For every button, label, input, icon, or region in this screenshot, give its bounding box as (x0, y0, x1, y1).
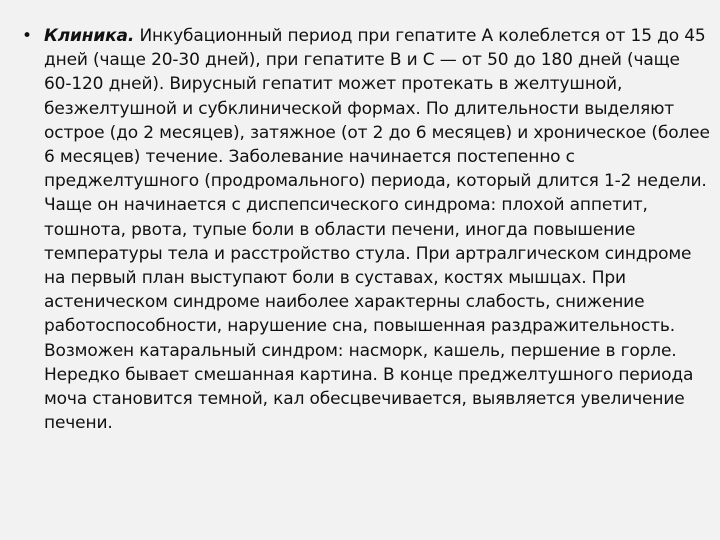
section-lead: Клиника. (44, 26, 135, 46)
paragraph-text (44, 24, 712, 435)
bullet-icon: • (22, 26, 33, 46)
bullet-paragraph (22, 24, 712, 435)
section-body: Инкубационный период при гепатите А колеблется от 15 до 45 дней (чаще 20-30 дней), при гепатите В и С — от 50 до 180 дней (чаще 60-120 дней). Вирусный гепатит может протекать в желтушной, безжелтушной и субклинической формах. По длительности выделяют острое (до 2 месяцев), затяжное (от 2 до 6 месяцев) и хроническое (более 6 месяцев) течение. Заболевание начинается постепенно с преджелтушного (продромального) периода, который длится 1-2 недели. Чаще он начинается с диспепсического синдрома: плохой аппетит, тошнота, рвота, тупые боли в области печени, иногда повышение температуры тела и расстройство стула. При артралгическом синдроме на первый план выступают боли в суставах, костях мышцах. При астеническом синдроме наиболее характерны слабость, снижение работоспособности, нарушение сна, повышенная раздражительность. Возможен катаральный синдром: насморк, кашель, першение в горле. Нередко бывает смешанная картина. В конце преджелтушного периода моча становится темной, кал обесцвечивается, выявляется увеличение печени. (44, 26, 710, 434)
